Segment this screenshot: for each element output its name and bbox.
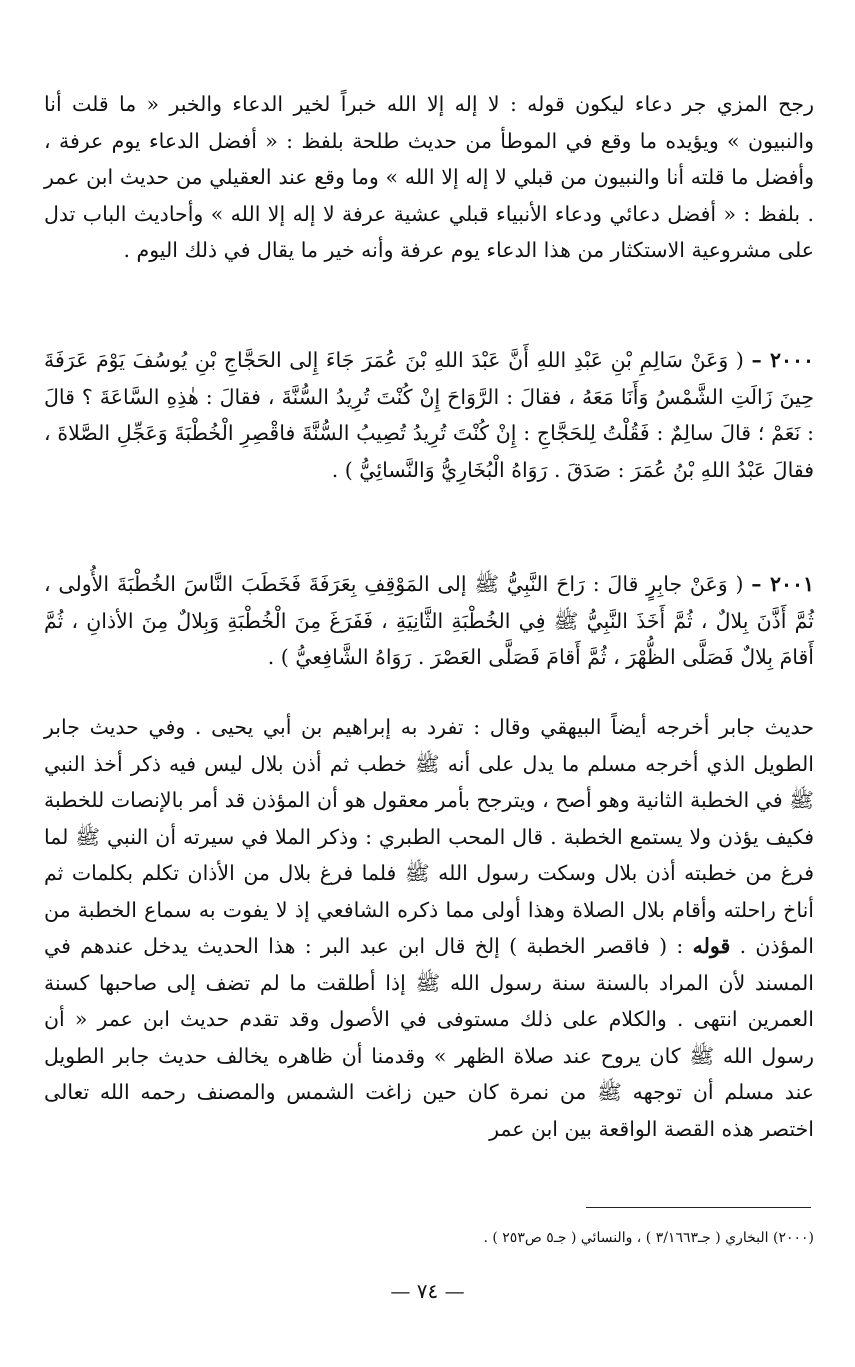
footnote: (٢٠٠٠) البخاري ( جـ٣/١٦٦٣ ) ، والنسائي ( جـ٥ ص٢٥٣ ) . (483, 1230, 814, 1246)
hadith-text: ( وَعَنْ جابِرٍ قالَ : رَاحَ النَّبِيُّ ﷺ إلى المَوْقِفِ بِعَرَفَةَ فَخَطَبَ النَّاسَ الخُطْبَةَ الأُولى ، ثُمَّ أَذَّنَ بِلالٌ ، ثُمَّ أَخَذَ النَّبِيُّ ﷺ فِي الخُطْبَةِ الثَّانِيَةِ ، فَفَرَغَ مِنَ الْخُطْبَةِ وَبِلالٌ مِنَ الأذانِ ، ثُمَّ أَقامَ بِلالٌ فَصَلَّى الظُّهْرَ ، ثُمَّ أَقامَ فَصَلَّى العَصْرَ . رَوَاهُ الشَّافِعيُّ ) . (44, 572, 814, 669)
page-number: — ٧٤ — (390, 1279, 465, 1303)
hadith-text: ( وَعَنْ سَالِمِ بْنِ عَبْدِ اللهِ أَنَّ عَبْدَ اللهِ بْنَ عُمَرَ جَاءَ إِلى الحَجَّاجِ بْنِ يُوسُفَ يَوْمَ عَرَفَةَ حِينَ زَالَتِ الشَّمْسُ وَأَنَا مَعَهُ ، فقالَ : الرَّوَاحَ إِنْ كُنْتَ تُرِيدُ السُّنَّةَ ، فقالَ : هٰذِهِ السَّاعَةَ ؟ قالَ : نَعَمْ ؛ قالَ سالِمٌ : فَقُلْتُ لِلحَجَّاجِ : إِنْ كُنْتَ تُرِيدُ تُصِيبُ السُّنَّةَ فاقْصِرِ الْخُطْبَةَ وَعَجِّلِ الصَّلاةَ ، فقالَ عَبْدُ اللهِ بْنُ عُمَرَ : صَدَقَ . رَوَاهُ الْبُخَارِيُّ وَالنَّسائِيُّ ) . (44, 348, 814, 482)
hadith-number: ٢٠٠١ – (751, 572, 814, 596)
commentary-bottom (44, 709, 814, 1147)
hadith-number: ٢٠٠٠ – (751, 348, 814, 372)
commentary-text: حديث جابر أخرجه أيضاً البيهقي وقال : تفرد به إبراهيم بن أبي يحيى . وفي حديث جابر الطويل الذي أخرجه مسلم ما يدل على أنه ﷺ خطب ثم أذن بلال ليس فيه ذكر أخذ النبي ﷺ في الخطبة الثانية وهو أصح ، ويترجح بأمر معقول هو أن المؤذن قد أمر بالإنصات للخطبة فكيف يؤذن ولا يستمع الخطبة . قال المحب الطبري : وذكر الملا في سيرته أن النبي ﷺ لما فرغ من خطبته أذن بلال وسكت رسول الله ﷺ فلما فرغ بلال من الأذان تكلم بكلمات ثم أناخ راحلته وأقام بلال الصلاة وهذا أولى مما ذكره الشافعي إذ لا يفوت به سماع الخطبة من المؤذن . (44, 715, 814, 958)
commentary-top-text: رجح المزي جر دعاء ليكون قوله : لا إله إلا الله خبراً لخير الدعاء والخبر « ما قلت أنا والنبيون » ويؤيده ما وقع في الموطأ من حديث طلحة بلفظ : « أفضل الدعاء يوم عرفة ، وأفضل ما قلته أنا والنبيون من قبلي لا إله إلا الله » وما وقع عند العقيلي من حديث ابن عمر . بلفظ : « أفضل دعائي ودعاء الأنبياء قبلي عشية عرفة لا إله إلا الله » وأحاديث الباب تدل على مشروعية الاستكثار من هذا الدعاء يوم عرفة وأنه خير ما يقال في ذلك اليوم . (44, 92, 814, 262)
commentary-text: : ( فاقصر الخطبة ) إلخ قال ابن عبد البر : هذا الحديث يدخل عندهم في المسند لأن المراد بالسنة سنة رسول الله ﷺ إذا أطلقت ما لم تضف إلى صاحبها كسنة العمرين انتهى . والكلام على ذلك مستوفى في الأصول وقد تقدم حديث ابن عمر « أن رسول الله ﷺ كان يروح عند صلاة الظهر » وقدمنا أن ظاهره يخالف حديث جابر الطويل عند مسلم أن توجهه ﷺ من نمرة كان حين زاغت الشمس والمصنف رحمه الله تعالى اختصر هذه القصة الواقعة بين ابن عمر (44, 934, 814, 1141)
commentary-top (44, 86, 814, 269)
footnote-separator (586, 1207, 811, 1208)
hadith-2001 (44, 566, 814, 676)
qawluhu-keyword: قوله (692, 934, 731, 958)
hadith-2000 (44, 342, 814, 488)
